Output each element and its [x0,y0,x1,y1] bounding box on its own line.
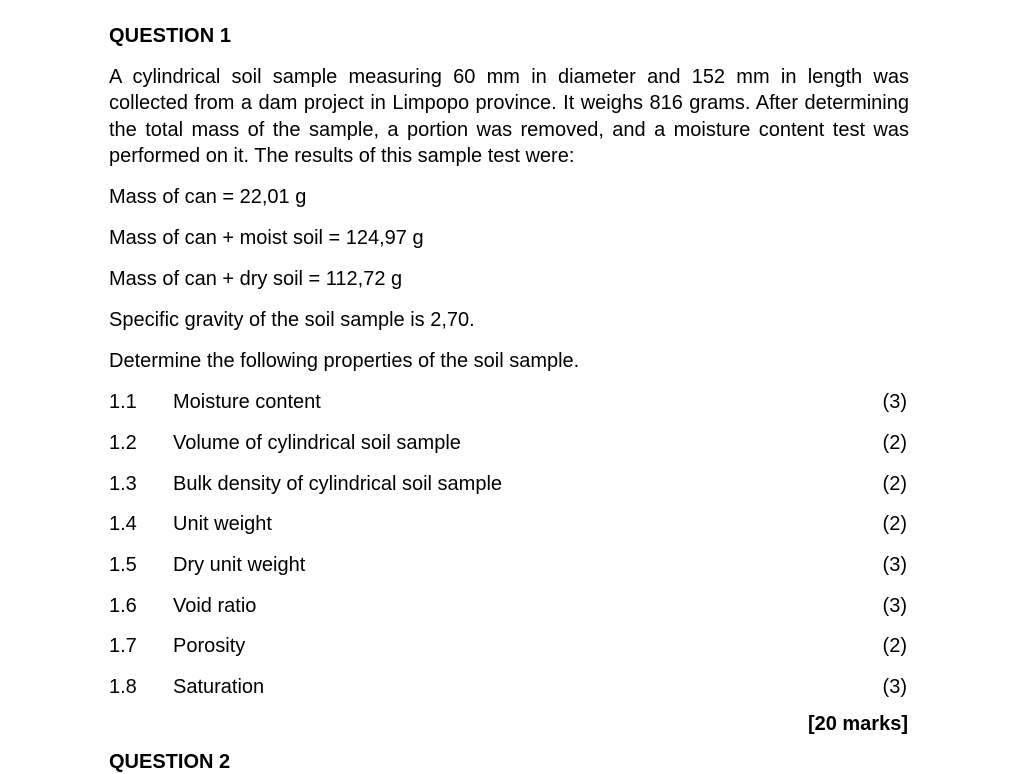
sub-question-item [109,594,909,618]
sub-question-item [109,634,909,658]
sub-question-text: Moisture content [173,391,321,414]
sub-question-text: Saturation [173,676,265,698]
sub-question-marks: (2) [882,431,907,454]
instruction-text: Determine the following properties of the soil sample. [109,350,580,373]
sub-question-item [109,512,909,536]
sub-question-marks: (2) [882,635,907,658]
sub-question-number: 1.8 [109,676,137,698]
question-1-heading: QUESTION 1 [109,25,232,47]
sub-question-marks: (3) [882,391,907,414]
sub-question-number: 1.1 [109,391,137,414]
sub-question-item [109,675,909,699]
sub-question-item [109,390,909,414]
sub-question-item [109,553,909,577]
sub-question-text: Volume of cylindrical soil sample [173,431,461,454]
sub-question-list [109,390,909,699]
given-mass-can-dry-soil: Mass of can + dry soil = 112,72 g [109,268,403,291]
sub-question-item [109,472,909,496]
total-marks: [20 marks] [807,713,908,735]
sub-question-text: Dry unit weight [173,553,306,576]
sub-question-text: Bulk density of cylindrical soil sample [173,472,503,495]
sub-question-number: 1.4 [109,513,137,536]
sub-question-text: Porosity [173,635,246,658]
sub-question-number: 1.6 [109,594,137,617]
sub-question-number: 1.2 [109,431,137,454]
sub-question-number: 1.3 [109,472,137,495]
sub-question-text: Void ratio [173,594,257,617]
sub-question-marks: (3) [882,676,907,698]
sub-question-text: Unit weight [173,513,272,536]
sub-question-marks: (2) [882,472,907,495]
given-mass-of-can: Mass of can = 22,01 g [109,186,307,209]
sub-question-number: 1.7 [109,635,137,658]
question-1-section [109,24,909,735]
sub-question-marks: (3) [882,553,907,576]
sub-question-item [109,431,909,455]
sub-question-marks: (3) [882,594,907,617]
given-specific-gravity: Specific gravity of the soil sample is 2,70. [109,309,475,332]
given-mass-can-moist-soil: Mass of can + moist soil = 124,97 g [109,227,424,250]
question-2-heading: QUESTION 2 [109,751,231,773]
sub-question-number: 1.5 [109,553,137,576]
question-1-intro: A cylindrical soil sample measuring 60 mm in diameter and 152 mm in length was collected from a dam project in Limpopo province. It weighs 816 grams. After determining the total mass of the sample, a portion was removed, and a moisture content test was performed on it. The results of this sample test were: [109,66,909,167]
sub-question-marks: (2) [882,513,907,536]
